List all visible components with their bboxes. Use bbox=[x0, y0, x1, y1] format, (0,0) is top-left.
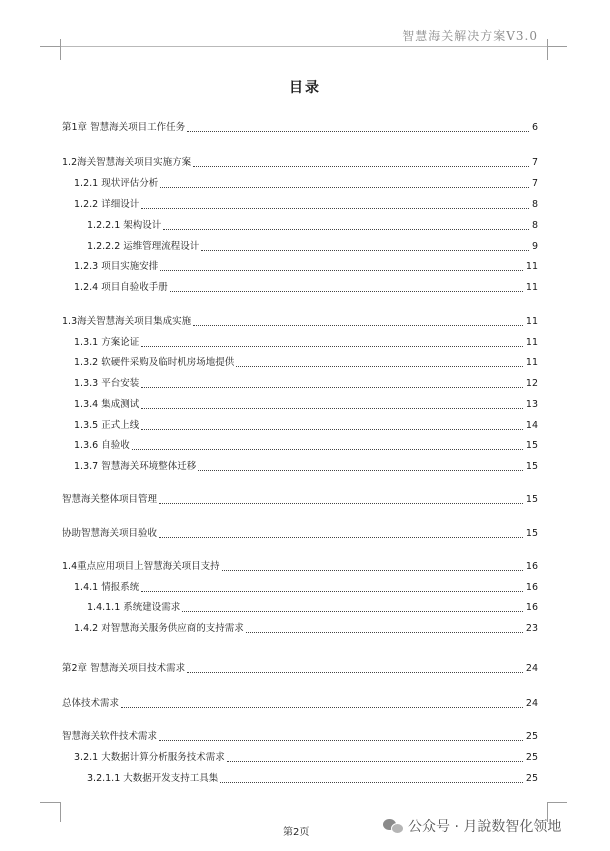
toc-leader-dots bbox=[246, 632, 523, 633]
toc-entry-label: 1.4.1.1 系统建设需求 bbox=[87, 602, 181, 613]
toc-entry-label: 1.2.2 详细设计 bbox=[74, 199, 140, 210]
toc-entry-label: 1.2.2.1 架构设计 bbox=[87, 220, 162, 231]
toc-leader-dots bbox=[159, 537, 523, 538]
toc-entry[interactable] bbox=[62, 493, 538, 507]
toc-entry[interactable] bbox=[62, 315, 538, 329]
toc-entry-page: 15 bbox=[525, 494, 538, 505]
toc-entry[interactable] bbox=[74, 751, 538, 765]
toc-leader-dots bbox=[187, 131, 529, 132]
toc-entry-label: 1.2.3 项目实施安排 bbox=[74, 261, 159, 272]
toc-entry[interactable] bbox=[74, 356, 538, 370]
toc-entry-page: 7 bbox=[531, 178, 538, 189]
toc-leader-dots bbox=[198, 470, 523, 471]
toc-leader-dots bbox=[160, 270, 523, 271]
toc-entry-label: 1.3.5 正式上线 bbox=[74, 420, 140, 431]
toc-entry[interactable] bbox=[62, 662, 538, 676]
toc-leader-dots bbox=[132, 449, 523, 450]
toc-entry[interactable] bbox=[74, 177, 538, 191]
toc-leader-dots bbox=[163, 229, 529, 230]
toc-entry[interactable] bbox=[74, 460, 538, 474]
toc-entry-page: 23 bbox=[525, 623, 538, 634]
toc-entry-label: 1.2.2.2 运维管理流程设计 bbox=[87, 241, 200, 252]
toc-leader-dots bbox=[193, 166, 529, 167]
toc-entry[interactable] bbox=[74, 398, 538, 412]
toc-entry[interactable] bbox=[62, 560, 538, 574]
toc-leader-dots bbox=[222, 570, 523, 571]
toc-entry-label: 智慧海关整体项目管理 bbox=[62, 494, 158, 505]
toc-entry-label: 1.4.1 情报系统 bbox=[74, 582, 140, 593]
toc-entry-label: 1.3.1 方案论证 bbox=[74, 337, 140, 348]
toc-entry-page: 11 bbox=[525, 357, 538, 368]
toc-leader-dots bbox=[159, 740, 523, 741]
toc-entry-label: 1.4.2 对智慧海关服务供应商的支持需求 bbox=[74, 623, 244, 634]
toc-leader-dots bbox=[170, 291, 523, 292]
toc-entry[interactable] bbox=[74, 581, 538, 595]
toc-leader-dots bbox=[141, 387, 523, 388]
toc-leader-dots bbox=[141, 208, 529, 209]
toc-leader-dots bbox=[141, 346, 523, 347]
toc-entry-label: 1.3.3 平台安装 bbox=[74, 378, 140, 389]
toc-entry-page: 8 bbox=[531, 199, 538, 210]
toc-entry[interactable] bbox=[87, 219, 538, 233]
toc-entry[interactable] bbox=[74, 281, 538, 295]
toc-entry-page: 16 bbox=[525, 582, 538, 593]
toc-leader-dots bbox=[159, 503, 523, 504]
toc-entry[interactable] bbox=[74, 198, 538, 212]
toc-entry-page: 15 bbox=[525, 461, 538, 472]
toc-entry-page: 16 bbox=[525, 561, 538, 572]
toc-entry-page: 7 bbox=[531, 157, 538, 168]
toc-entry-page: 16 bbox=[525, 602, 538, 613]
toc-entry-label: 第1章 智慧海关项目工作任务 bbox=[62, 122, 186, 133]
toc-leader-dots bbox=[227, 761, 523, 762]
toc-entry-page: 6 bbox=[531, 122, 538, 133]
toc-entry-page: 15 bbox=[525, 440, 538, 451]
toc-entry-label: 第2章 智慧海关项目技术需求 bbox=[62, 663, 186, 674]
toc-entry-page: 13 bbox=[525, 399, 538, 410]
toc-entry-label: 1.3.2 软硬件采购及临时机房场地提供 bbox=[74, 357, 235, 368]
toc-entry[interactable] bbox=[74, 336, 538, 350]
toc-leader-dots bbox=[160, 187, 529, 188]
toc-entry-label: 1.2.1 现状评估分析 bbox=[74, 178, 159, 189]
toc-entry[interactable] bbox=[62, 527, 538, 541]
toc-leader-dots bbox=[141, 429, 523, 430]
toc-leader-dots bbox=[121, 707, 523, 708]
toc-leader-dots bbox=[141, 591, 523, 592]
toc-entry[interactable] bbox=[74, 419, 538, 433]
toc-entry-page: 14 bbox=[525, 420, 538, 431]
toc-entry-page: 24 bbox=[525, 663, 538, 674]
toc-entry-page: 12 bbox=[525, 378, 538, 389]
wechat-icon bbox=[383, 818, 403, 834]
toc-leader-dots bbox=[141, 408, 523, 409]
toc-leader-dots bbox=[201, 250, 529, 251]
toc-entry[interactable] bbox=[87, 240, 538, 254]
toc-entry-page: 11 bbox=[525, 282, 538, 293]
toc-entry-page: 11 bbox=[525, 337, 538, 348]
toc-entry-label: 协助智慧海关项目验收 bbox=[62, 528, 158, 539]
toc-leader-dots bbox=[220, 782, 523, 783]
toc-title: 目录 bbox=[289, 80, 321, 96]
toc-entry-label: 智慧海关软件技术需求 bbox=[62, 731, 158, 742]
toc-entry-page: 8 bbox=[531, 220, 538, 231]
toc-entry[interactable] bbox=[74, 377, 538, 391]
toc-entry[interactable] bbox=[62, 121, 538, 135]
toc-entry-label: 3.2.1.1 大数据开发支持工具集 bbox=[87, 773, 219, 784]
toc-entry-label: 总体技术需求 bbox=[62, 698, 120, 709]
page-number: 第2页 bbox=[283, 827, 310, 838]
toc-entry-page: 24 bbox=[525, 698, 538, 709]
toc-entry[interactable] bbox=[87, 772, 538, 786]
toc-entry[interactable] bbox=[74, 260, 538, 274]
toc-entry[interactable] bbox=[74, 439, 538, 453]
toc-entry[interactable] bbox=[87, 601, 538, 615]
toc-entry-page: 25 bbox=[525, 731, 538, 742]
toc-leader-dots bbox=[187, 672, 523, 673]
toc-leader-dots bbox=[182, 611, 523, 612]
toc-entry-label: 1.4重点应用项目上智慧海关项目支持 bbox=[62, 561, 220, 572]
toc-entry[interactable] bbox=[74, 622, 538, 636]
watermark bbox=[383, 816, 561, 836]
toc-leader-dots bbox=[236, 366, 523, 367]
toc-entry-page: 9 bbox=[531, 241, 538, 252]
toc-entry-label: 1.3.7 智慧海关环境整体迁移 bbox=[74, 461, 197, 472]
toc-entry[interactable] bbox=[62, 697, 538, 711]
toc-entry[interactable] bbox=[62, 730, 538, 744]
toc-entry-page: 11 bbox=[525, 316, 538, 327]
toc-entry-label: 3.2.1 大数据计算分析服务技术需求 bbox=[74, 752, 225, 763]
toc-entry-page: 25 bbox=[525, 752, 538, 763]
toc-entry-label: 1.2海关智慧海关项目实施方案 bbox=[62, 157, 192, 168]
toc-entry[interactable] bbox=[62, 156, 538, 170]
toc-entry-page: 25 bbox=[525, 773, 538, 784]
toc-entry-page: 11 bbox=[525, 261, 538, 272]
toc-entry-page: 15 bbox=[525, 528, 538, 539]
toc-leader-dots bbox=[193, 325, 523, 326]
toc-entry-label: 1.3.6 自验收 bbox=[74, 440, 130, 451]
document-header-title: 智慧海关解决方案V3.0 bbox=[402, 29, 538, 43]
toc-entry-label: 1.3.4 集成测试 bbox=[74, 399, 140, 410]
watermark-text: 公众号 · 月說数智化领地 bbox=[408, 819, 562, 835]
toc-entry-label: 1.2.4 项目自验收手册 bbox=[74, 282, 168, 293]
toc-entry-label: 1.3海关智慧海关项目集成实施 bbox=[62, 316, 192, 327]
